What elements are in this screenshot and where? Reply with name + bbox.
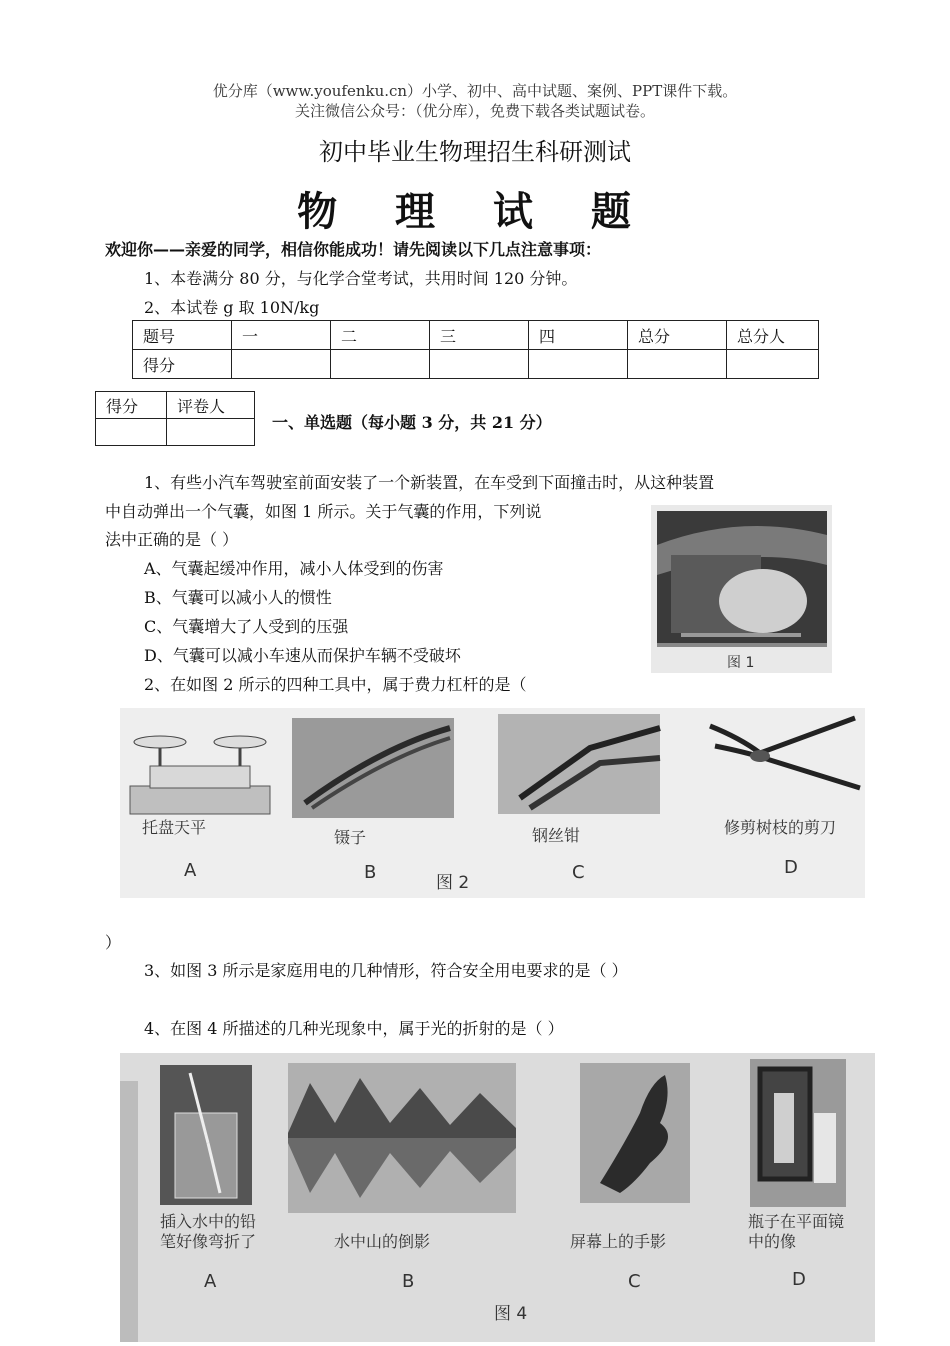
score-input-cell[interactable]	[529, 350, 628, 379]
light-c-letter: C	[628, 1271, 641, 1292]
tool-a-letter: A	[184, 860, 197, 881]
score-input-cell[interactable]	[232, 350, 331, 379]
tool-b-letter: B	[364, 862, 377, 883]
section-1-title: 一、单选题（每小题 3 分，共 21 分）	[272, 413, 552, 432]
figure-2	[120, 708, 865, 898]
score-cell: 题号	[133, 321, 232, 350]
tools-figure	[120, 708, 865, 898]
q3-text: 3、如图 3 所示是家庭用电的几种情形，符合安全用电要求的是（ ）	[144, 961, 628, 980]
q2-line-1: 2、在如图 2 所示的四种工具中，属于费力杠杆的是（	[144, 675, 527, 694]
car-airbag-photo	[651, 505, 832, 673]
score-cell: 三	[430, 321, 529, 350]
light-d-label-1: 瓶子在平面镜	[748, 1212, 845, 1231]
figure-2-caption: 图 2	[436, 873, 470, 893]
tool-c-letter: C	[572, 862, 585, 883]
light-a-letter: A	[204, 1271, 217, 1292]
grader-table	[95, 391, 255, 446]
score-cell: 总分	[628, 321, 727, 350]
q1-option-d[interactable]: D、气囊可以减小车速从而保护车辆不受破坏	[144, 646, 461, 665]
grader-name-label: 评卷人	[167, 392, 255, 419]
figure-1	[651, 505, 832, 673]
q1-line-2: 中自动弹出一个气囊，如图 1 所示。关于气囊的作用，下列说	[105, 502, 542, 521]
q1-option-c[interactable]: C、气囊增大了人受到的压强	[144, 617, 349, 636]
grader-name-cell[interactable]	[167, 419, 255, 446]
header-line-2: 关注微信公众号：（优分库），免费下载各类试题试卷。	[294, 102, 655, 120]
q1-line-3: 法中正确的是（ ）	[105, 530, 239, 549]
light-d-label-2: 中的像	[748, 1232, 797, 1251]
tool-d-label: 修剪树枝的剪刀	[724, 818, 837, 837]
tool-a-label: 托盘天平	[142, 818, 207, 837]
light-phenomena-figure	[120, 1053, 875, 1342]
welcome-text: 欢迎你——亲爱的同学，相信你能成功！请先阅读以下几点注意事项：	[105, 240, 602, 259]
score-input-cell[interactable]	[430, 350, 529, 379]
grader-score-cell[interactable]	[96, 419, 167, 446]
q4-text: 4、在图 4 所描述的几种光现象中，属于光的折射的是（ ）	[144, 1019, 564, 1038]
score-input-cell[interactable]	[331, 350, 430, 379]
light-a-label-2: 笔好像弯折了	[160, 1232, 257, 1251]
light-b-label: 水中山的倒影	[334, 1232, 431, 1251]
tool-b-label: 镊子	[334, 828, 367, 847]
note-1: 1、本卷满分 80 分，与化学合堂考试，共用时间 120 分钟。	[144, 269, 578, 288]
score-input-cell[interactable]	[727, 350, 819, 379]
score-table	[132, 320, 819, 379]
score-row-label: 得分	[133, 350, 232, 379]
light-c-label: 屏幕上的手影	[570, 1232, 667, 1251]
score-cell: 二	[331, 321, 430, 350]
figure-4-caption: 图 4	[494, 1304, 528, 1324]
q2-close-paren: ）	[105, 933, 122, 952]
header-line-1: 优分库（www.youfenku.cn）小学、初中、高中试题、案例、PPT课件下载。	[212, 82, 738, 100]
q1-line-1: 1、有些小汽车驾驶室前面安装了一个新装置，在车受到下面撞击时，从这种装置	[144, 473, 715, 492]
grader-score-label: 得分	[96, 392, 167, 419]
exam-title: 物 理 试 题	[297, 189, 653, 235]
score-table-score-row	[133, 350, 819, 379]
light-b-letter: B	[402, 1271, 415, 1292]
tool-d-letter: D	[784, 857, 798, 878]
score-cell: 一	[232, 321, 331, 350]
light-d-letter: D	[792, 1269, 806, 1290]
tool-c-label: 钢丝钳	[532, 826, 581, 845]
q1-option-a[interactable]: A、气囊起缓冲作用，减小人体受到的伤害	[144, 559, 444, 578]
score-table-header-row	[133, 321, 819, 350]
q1-option-b[interactable]: B、气囊可以减小人的惯性	[144, 588, 332, 607]
score-input-cell[interactable]	[628, 350, 727, 379]
figure-1-caption: 图 1	[727, 655, 755, 671]
figure-4	[120, 1053, 875, 1342]
score-cell: 总分人	[727, 321, 819, 350]
score-cell: 四	[529, 321, 628, 350]
light-a-label-1: 插入水中的铅	[160, 1212, 257, 1231]
note-2: 2、本试卷 g 取 10N/kg	[144, 298, 320, 317]
exam-subtitle: 初中毕业生物理招生科研测试	[319, 138, 631, 166]
